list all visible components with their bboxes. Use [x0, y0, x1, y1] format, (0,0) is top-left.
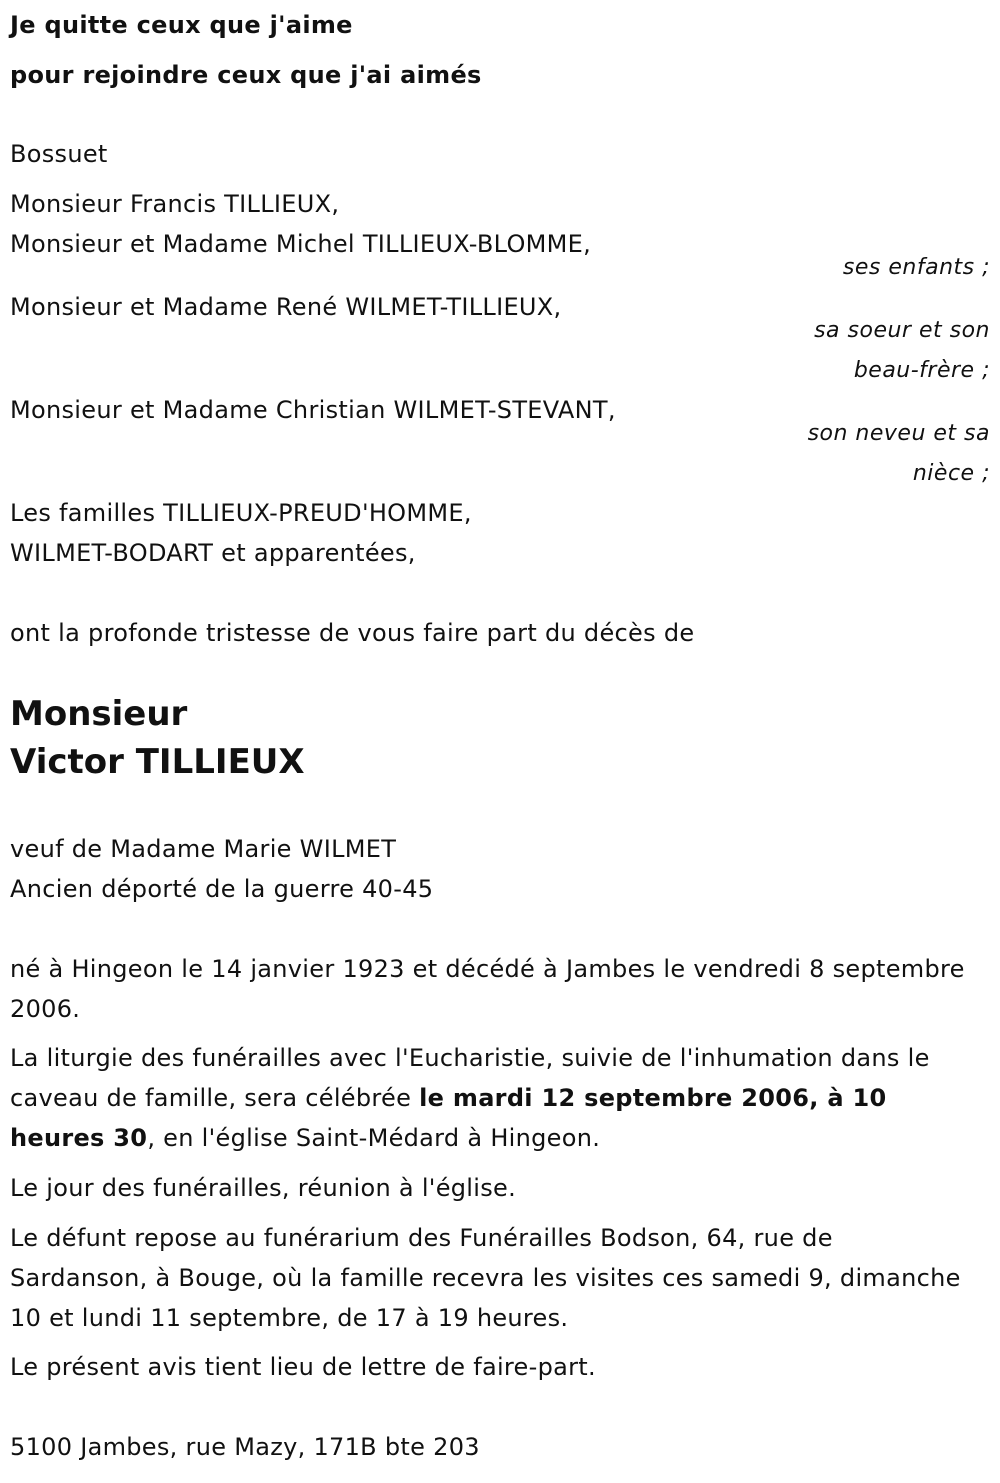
funerarium-paragraph: Le défunt repose au funérarium des Funérailles Bodson, 64, rue de Sardanson, à Bouge, où la famille recevra les visites ces samedi 9, dimanche 10 et lundi 11 septembre, de 17 à 19 heures. [10, 1224, 961, 1332]
deceased-name: Victor TILLIEUX [10, 742, 305, 782]
family-line-rene: Monsieur et Madame René WILMET-TILLIEUX, [10, 293, 562, 321]
family-line-michel: Monsieur et Madame Michel TILLIEUX-BLOMME, [10, 230, 592, 258]
liturgy-text-start: La liturgie des funérailles avec l'Eucharistie, suivie de l'inhumation dans le caveau de famille, sera célébrée [10, 1044, 930, 1112]
family-line-families-1: Les familles TILLIEUX-PREUD'HOMME, [10, 499, 472, 527]
epigraph-line-1: Je quitte ceux que j'aime [10, 11, 353, 39]
announcement-text: ont la profonde tristesse de vous faire part du décès de [10, 619, 695, 647]
relation-nephew-line-2: nièce ; [912, 461, 990, 486]
epigraph-line-2: pour rejoindre ceux que j'ai aimés [10, 61, 482, 89]
deceased-title: Monsieur [10, 694, 188, 734]
birth-death-paragraph: né à Hingeon le 14 janvier 1923 et décédé à Jambes le vendredi 8 septembre 2006. [10, 955, 965, 1023]
notice-line: Le présent avis tient lieu de lettre de faire-part. [10, 1353, 596, 1381]
reunion-line: Le jour des funérailles, réunion à l'église. [10, 1174, 517, 1202]
deported-line: Ancien déporté de la guerre 40-45 [10, 875, 434, 903]
relation-nephew-line-1: son neveu et sa [807, 421, 990, 446]
relation-children: ses enfants ; [842, 255, 990, 280]
place-name: Bossuet [10, 140, 108, 168]
liturgy-date: le mardi 12 septembre 2006, à 10 heures 30 [10, 1084, 887, 1152]
address-line: 5100 Jambes, rue Mazy, 171B bte 203 [10, 1433, 480, 1461]
liturgy-text-end: , en l'église Saint-Médard à Hingeon. [147, 1124, 601, 1152]
liturgy-paragraph [10, 1038, 970, 1158]
family-line-francis: Monsieur Francis TILLIEUX, [10, 190, 340, 218]
family-line-families-2: WILMET-BODART et apparentées, [10, 539, 416, 567]
relation-sister-line-2: beau-frère ; [853, 358, 990, 383]
relation-sister-line-1: sa soeur et son [814, 318, 990, 343]
family-line-christian: Monsieur et Madame Christian WILMET-STEVANT, [10, 396, 616, 424]
widow-line: veuf de Madame Marie WILMET [10, 835, 397, 863]
